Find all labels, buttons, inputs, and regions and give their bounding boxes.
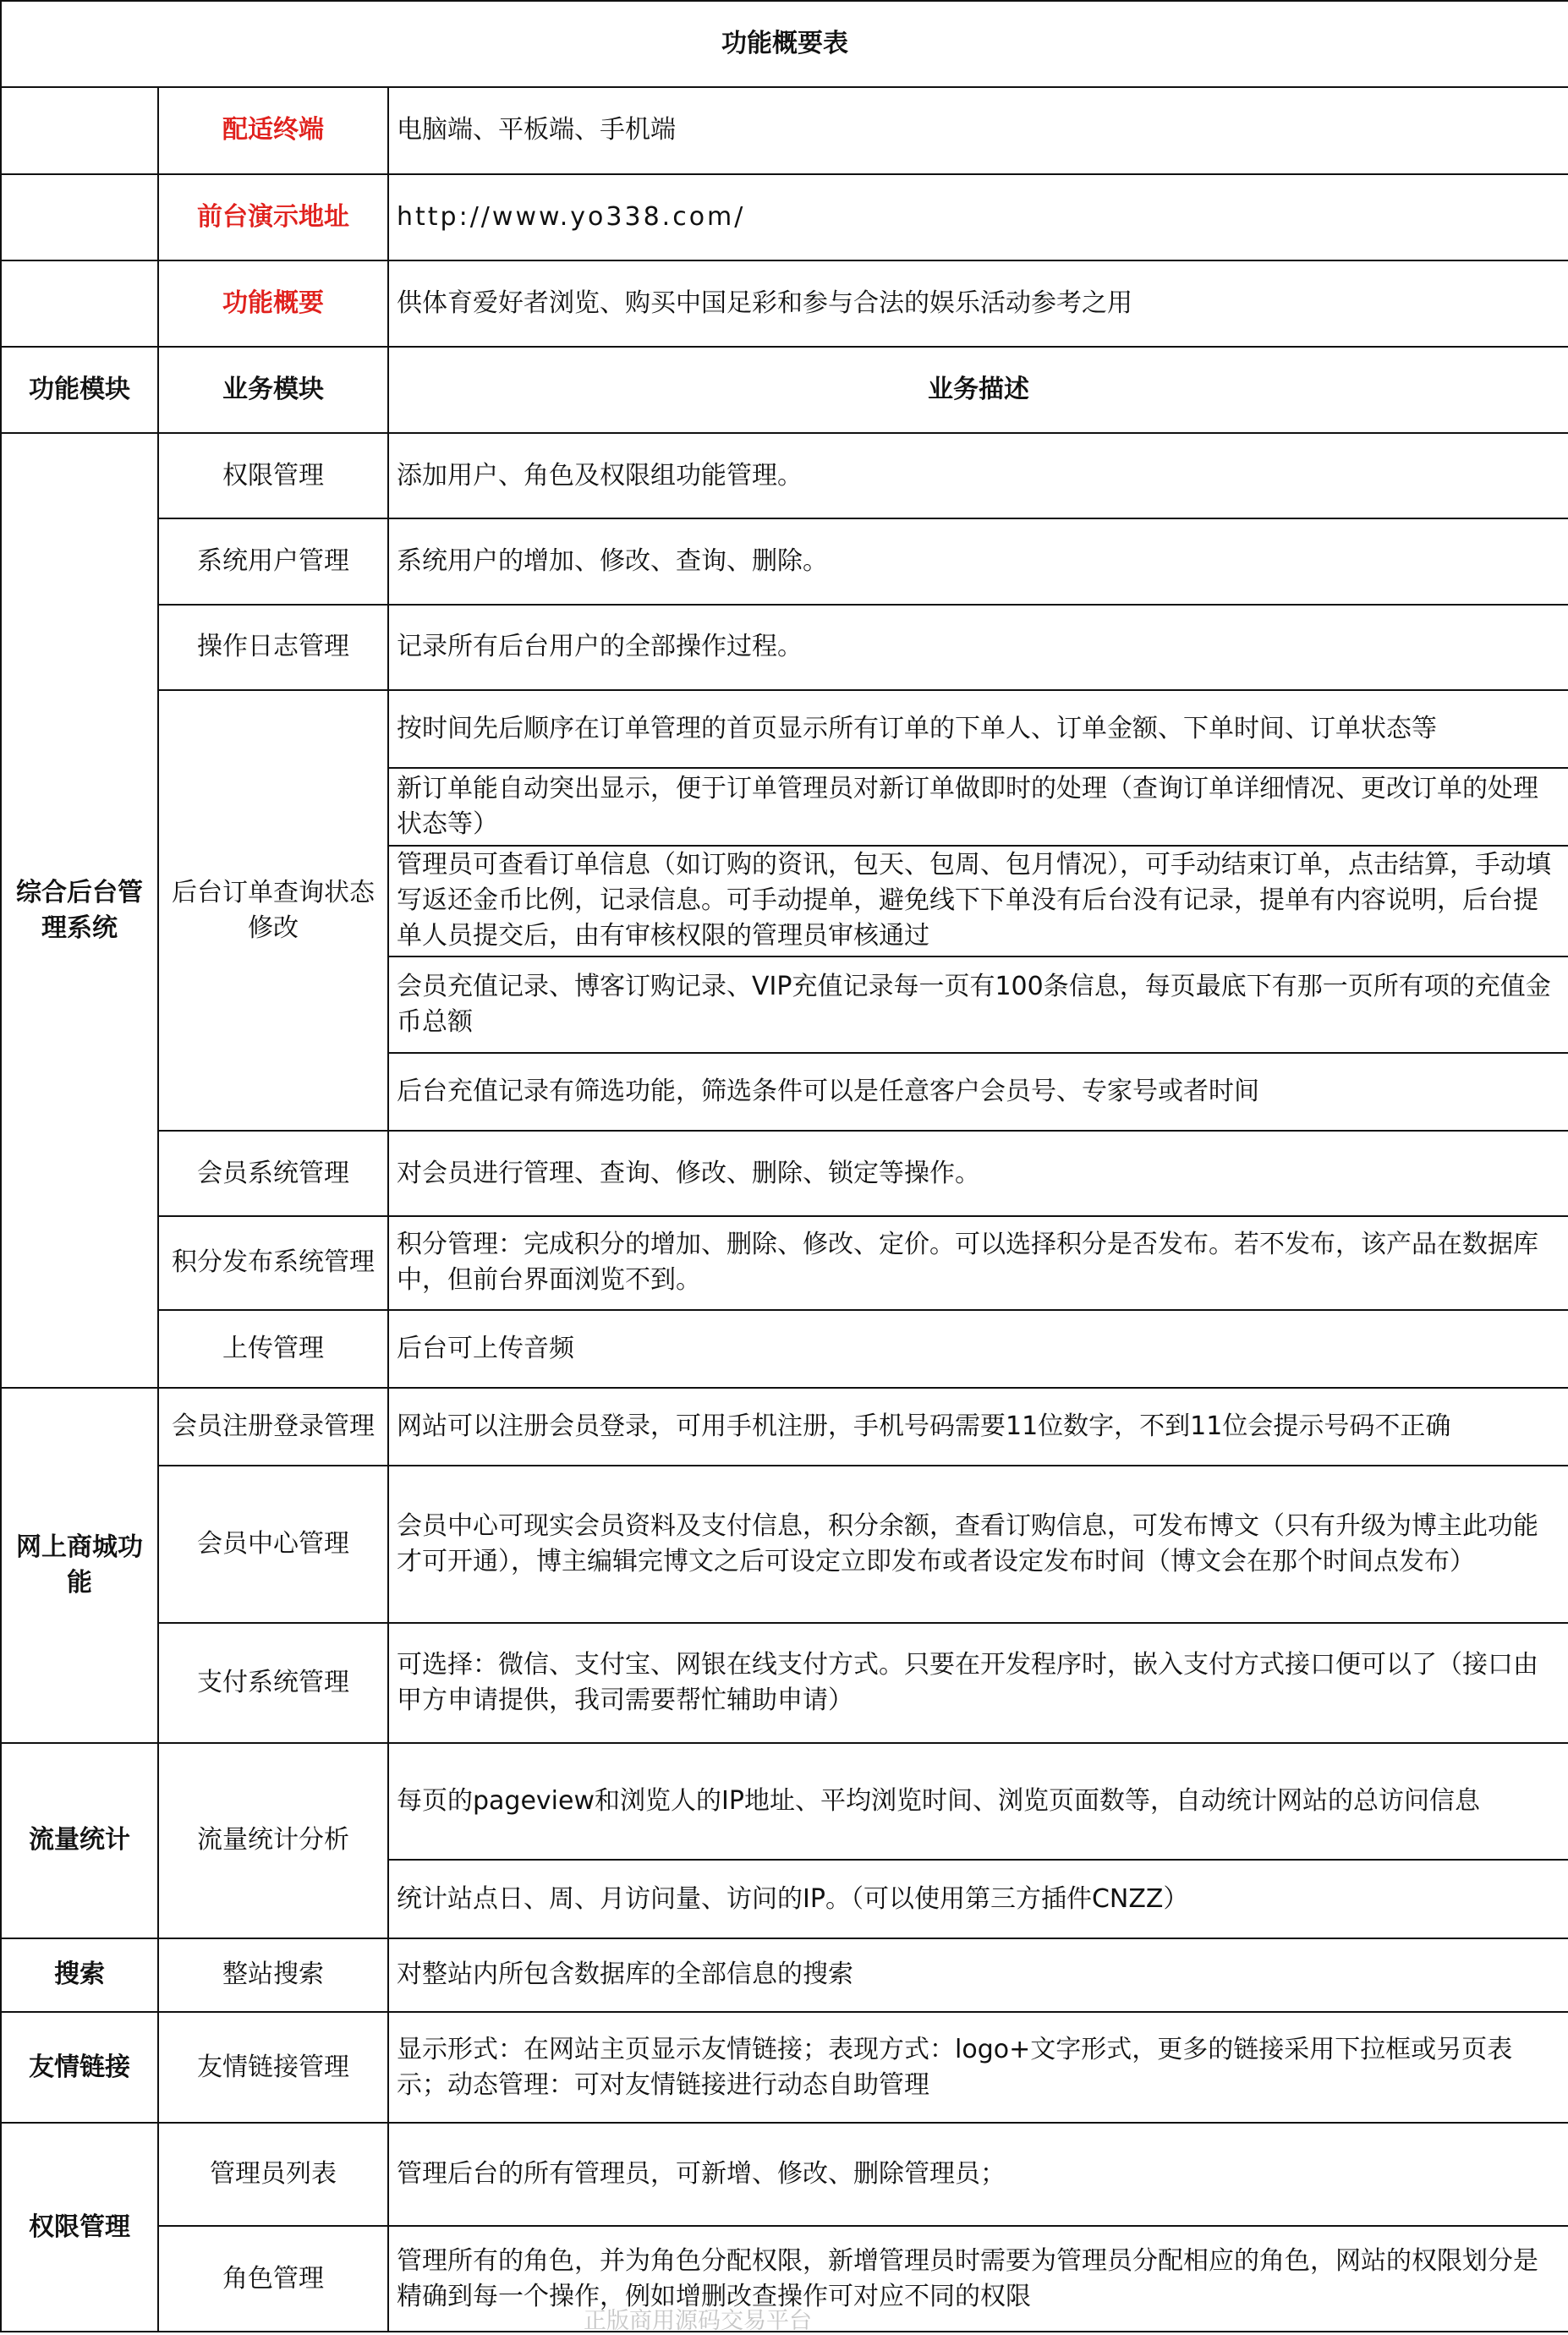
business-module-cell: 角色管理 bbox=[158, 2226, 388, 2332]
watermark-text: 正版商用源码交易平台 bbox=[584, 2308, 812, 2334]
module-cell: 网上商城功能 bbox=[1, 1388, 158, 1743]
table-row bbox=[1, 1131, 1568, 1215]
description-cell: 会员中心可现实会员资料及支付信息，积分余额，查看订购信息，可发布博文（只有升级为博主此功能才可开通），博主编辑完博文之后可设定立即发布或者设定发布时间（博文会在那个时间点发布） bbox=[388, 1466, 1568, 1623]
table-row bbox=[1, 174, 1568, 260]
business-module-cell: 会员注册登录管理 bbox=[158, 1388, 388, 1466]
table-row bbox=[1, 1216, 1568, 1310]
description-cell: 网站可以注册会员登录，可用手机注册，手机号码需要11位数字，不到11位会提示号码不正确 bbox=[388, 1388, 1568, 1466]
table-row bbox=[1, 1623, 1568, 1743]
meta-label: 功能概要 bbox=[158, 260, 388, 347]
business-module-cell: 上传管理 bbox=[158, 1310, 388, 1388]
table-row bbox=[1, 605, 1568, 690]
description-cell: 对会员进行管理、查询、修改、删除、锁定等操作。 bbox=[388, 1131, 1568, 1215]
business-module-cell: 管理员列表 bbox=[158, 2123, 388, 2226]
business-module-cell: 会员系统管理 bbox=[158, 1131, 388, 1215]
meta-value: 供体育爱好者浏览、购买中国足彩和参与合法的娱乐活动参考之用 bbox=[388, 260, 1568, 347]
business-module-cell: 系统用户管理 bbox=[158, 518, 388, 604]
business-module-cell: 会员中心管理 bbox=[158, 1466, 388, 1623]
description-cell: 统计站点日、周、月访问量、访问的IP。（可以使用第三方插件CNZZ） bbox=[388, 1860, 1568, 1938]
module-cell: 流量统计 bbox=[1, 1743, 158, 1938]
description-cell: 记录所有后台用户的全部操作过程。 bbox=[388, 605, 1568, 690]
description-cell: 管理后台的所有管理员，可新增、修改、删除管理员； bbox=[388, 2123, 1568, 2226]
table-row bbox=[1, 1388, 1568, 1466]
table-row bbox=[1, 690, 1568, 768]
description-cell: 添加用户、角色及权限组功能管理。 bbox=[388, 433, 1568, 518]
business-module-cell: 后台订单查询状态修改 bbox=[158, 690, 388, 1132]
module-cell: 权限管理 bbox=[1, 2123, 158, 2332]
description-cell: 新订单能自动突出显示，便于订单管理员对新订单做即时的处理（查询订单详细情况、更改订单的处理状态等） bbox=[388, 768, 1568, 846]
description-cell: 可选择：微信、支付宝、网银在线支付方式。只要在开发程序时，嵌入支付方式接口便可以了（接口由甲方申请提供，我司需要帮忙辅助申请） bbox=[388, 1623, 1568, 1743]
table-row bbox=[1, 1, 1568, 87]
header-business: 业务模块 bbox=[158, 347, 388, 433]
description-cell: 会员充值记录、博客订购记录、VIP充值记录每一页有100条信息，每页最底下有那一页所有项的充值金币总额 bbox=[388, 956, 1568, 1054]
meta-label: 配适终端 bbox=[158, 87, 388, 173]
module-cell: 友情链接 bbox=[1, 2012, 158, 2123]
table-row bbox=[1, 433, 1568, 518]
header-module: 功能模块 bbox=[1, 347, 158, 433]
table-title: 功能概要表 bbox=[1, 1, 1568, 87]
business-module-cell: 友情链接管理 bbox=[158, 2012, 388, 2123]
meta-blank-cell bbox=[1, 260, 158, 347]
business-module-cell: 支付系统管理 bbox=[158, 1623, 388, 1743]
description-cell: 后台可上传音频 bbox=[388, 1310, 1568, 1388]
table-row bbox=[1, 1310, 1568, 1388]
table-row bbox=[1, 2012, 1568, 2123]
description-cell: 积分管理：完成积分的增加、删除、修改、定价。可以选择积分是否发布。若不发布，该产品在数据库中，但前台界面浏览不到。 bbox=[388, 1216, 1568, 1310]
table-row bbox=[1, 1938, 1568, 2013]
description-cell: 管理员可查看订单信息（如订购的资讯，包天、包周、包月情况），可手动结束订单，点击结算，手动填写返还金币比例，记录信息。可手动提单，避免线下下单没有后台没有记录，提单有内容说明，后台提单人员提交后，由有审核权限的管理员审核通过 bbox=[388, 846, 1568, 956]
business-module-cell: 权限管理 bbox=[158, 433, 388, 518]
header-description: 业务描述 bbox=[388, 347, 1568, 433]
table-body bbox=[1, 1, 1568, 2332]
business-module-cell: 整站搜索 bbox=[158, 1938, 388, 2013]
meta-label: 前台演示地址 bbox=[158, 174, 388, 260]
description-cell: 管理所有的角色，并为角色分配权限，新增管理员时需要为管理员分配相应的角色，网站的权限划分是精确到每一个操作，例如增删改查操作可对应不同的权限 bbox=[388, 2226, 1568, 2332]
business-module-cell: 积分发布系统管理 bbox=[158, 1216, 388, 1310]
table-row bbox=[1, 260, 1568, 347]
module-cell: 搜索 bbox=[1, 1938, 158, 2013]
table-row bbox=[1, 2226, 1568, 2332]
module-cell: 综合后台管理系统 bbox=[1, 433, 158, 1388]
meta-value: 电脑端、平板端、手机端 bbox=[388, 87, 1568, 173]
description-cell: 系统用户的增加、修改、查询、删除。 bbox=[388, 518, 1568, 604]
description-cell: 按时间先后顺序在订单管理的首页显示所有订单的下单人、订单金额、下单时间、订单状态等 bbox=[388, 690, 1568, 768]
table-row bbox=[1, 347, 1568, 433]
description-cell: 后台充值记录有筛选功能，筛选条件可以是任意客户会员号、专家号或者时间 bbox=[388, 1053, 1568, 1131]
table-row bbox=[1, 518, 1568, 604]
meta-blank-cell bbox=[1, 87, 158, 173]
meta-value: http://www.yo338.com/ bbox=[388, 174, 1568, 260]
description-cell: 显示形式：在网站主页显示友情链接；表现方式：logo+文字形式，更多的链接采用下拉框或另页表示；动态管理：可对友情链接进行动态自助管理 bbox=[388, 2012, 1568, 2123]
description-cell: 每页的pageview和浏览人的IP地址、平均浏览时间、浏览页面数等，自动统计网站的总访问信息 bbox=[388, 1743, 1568, 1860]
meta-blank-cell bbox=[1, 174, 158, 260]
description-cell: 对整站内所包含数据库的全部信息的搜索 bbox=[388, 1938, 1568, 2013]
table-row bbox=[1, 1743, 1568, 1860]
table-row bbox=[1, 2123, 1568, 2226]
table-row bbox=[1, 1466, 1568, 1623]
business-module-cell: 流量统计分析 bbox=[158, 1743, 388, 1938]
business-module-cell: 操作日志管理 bbox=[158, 605, 388, 690]
table-row bbox=[1, 87, 1568, 173]
